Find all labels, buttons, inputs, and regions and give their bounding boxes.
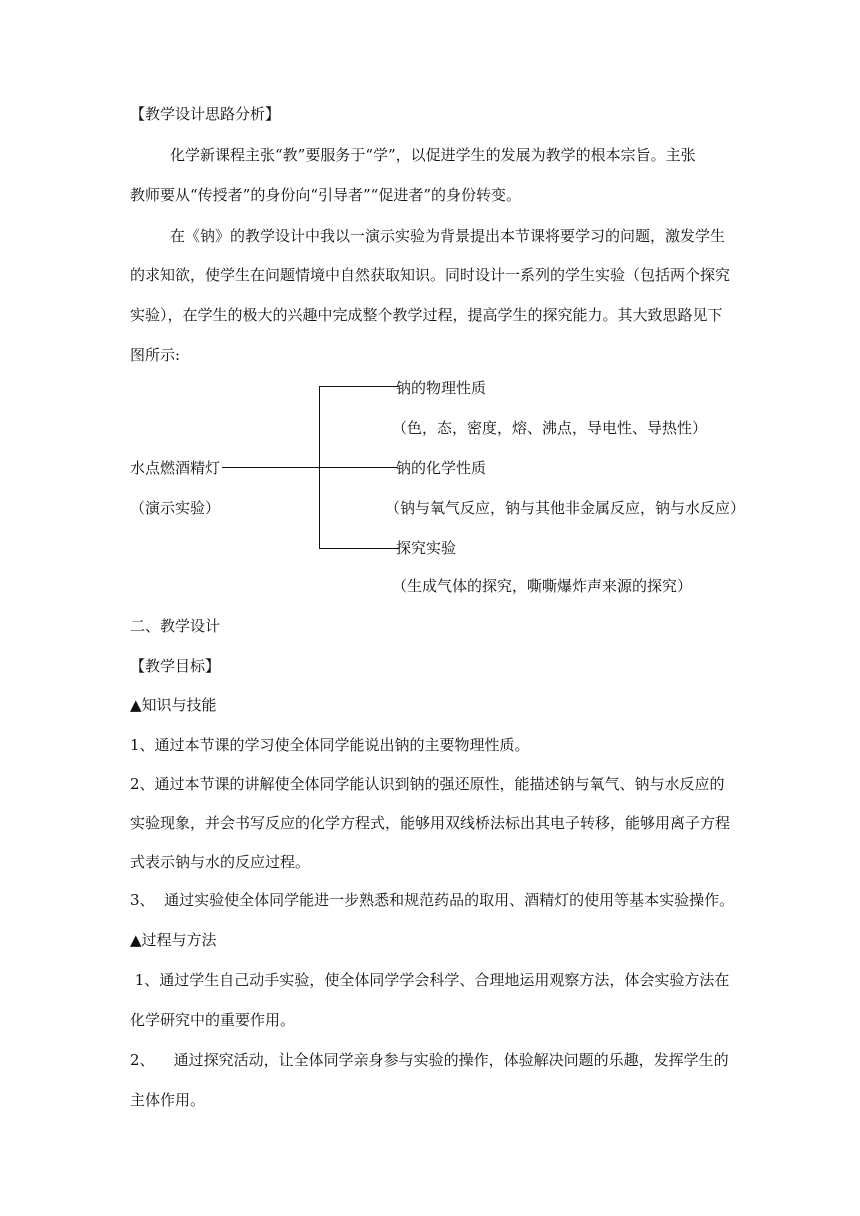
paragraph-1-line-2: 教师要从“传授者”的身份向“引导者”“促进者”的身份转变。	[130, 186, 522, 204]
paragraph-1-line-1: 化学新课程主张“教”要服务于“学”，以促进学生的发展为教学的根本宗旨。主张	[170, 146, 696, 164]
diagram-connector-branch-1	[319, 386, 399, 387]
knowledge-item-3: 3、 通过实验使全体同学能进一步熟悉和规范药品的取用、酒精灯的使用等基本实验操作。	[130, 891, 735, 909]
diagram-connector-branch-3	[319, 548, 399, 549]
knowledge-heading: ▲知识与技能	[130, 696, 217, 714]
process-heading: ▲过程与方法	[130, 931, 217, 949]
diagram-branch-1-detail: （色，态，密度，熔、沸点，导电性、导热性）	[392, 419, 708, 437]
diagram-branch-2-detail: （钠与氧气反应，钠与其他非金属反应，钠与水反应）	[385, 499, 746, 517]
paragraph-2-line-4: 图所示:	[130, 346, 181, 364]
paragraph-2-line-3: 实验），在学生的极大的兴趣中完成整个教学过程，提高学生的探究能力。其大致思路见下	[130, 306, 723, 324]
knowledge-item-2-line-3: 式表示钠与水的反应过程。	[130, 853, 311, 871]
diagram-branch-1-title: 钠的物理性质	[396, 379, 487, 397]
diagram-connector-trunk	[319, 386, 320, 548]
diagram-branch-3-detail: （生成气体的探究，嘶嘶爆炸声来源的探究）	[392, 577, 693, 595]
objectives-heading: 【教学目标】	[130, 657, 221, 675]
paragraph-2-line-1: 在《钠》的教学设计中我以一演示实验为背景提出本节课将要学习的问题，激发学生	[170, 227, 726, 245]
section-heading-analysis: 【教学设计思路分析】	[130, 105, 281, 123]
diagram-root: 水点燃酒精灯	[130, 459, 221, 477]
diagram-branch-2-title: 钠的化学性质	[396, 459, 487, 477]
process-item-1-line-2: 化学研究中的重要作用。	[130, 1011, 296, 1029]
section-2-title: 二、教学设计	[130, 617, 221, 635]
diagram-root-note: （演示实验）	[130, 499, 221, 517]
diagram-branch-3-title: 探究实验	[396, 539, 457, 557]
knowledge-item-2-line-2: 实验现象，并会书写反应的化学方程式，能够用双线桥法标出其电子转移，能够用离子方程	[130, 814, 731, 832]
paragraph-2-line-2: 的求知欲，使学生在问题情境中自然获取知识。同时设计一系列的学生实验（包括两个探究	[130, 266, 731, 284]
knowledge-item-1: 1、通过本节课的学习使全体同学能说出钠的主要物理性质。	[130, 736, 530, 754]
diagram-connector-root	[222, 467, 398, 468]
knowledge-item-2-line-1: 2、通过本节课的讲解使全体同学能认识到钠的强还原性，能描述钠与氧气、钠与水反应的	[130, 775, 725, 793]
process-item-2-line-1: 2、 通过探究活动，让全体同学亲身参与实验的操作，体验解决问题的乐趣，发挥学生的	[130, 1051, 729, 1069]
process-item-1-line-1: 1、通过学生自己动手实验，使全体同学学会科学、合理地运用观察方法，体会实验方法在	[130, 971, 730, 989]
process-item-2-line-2: 主体作用。	[130, 1091, 206, 1109]
